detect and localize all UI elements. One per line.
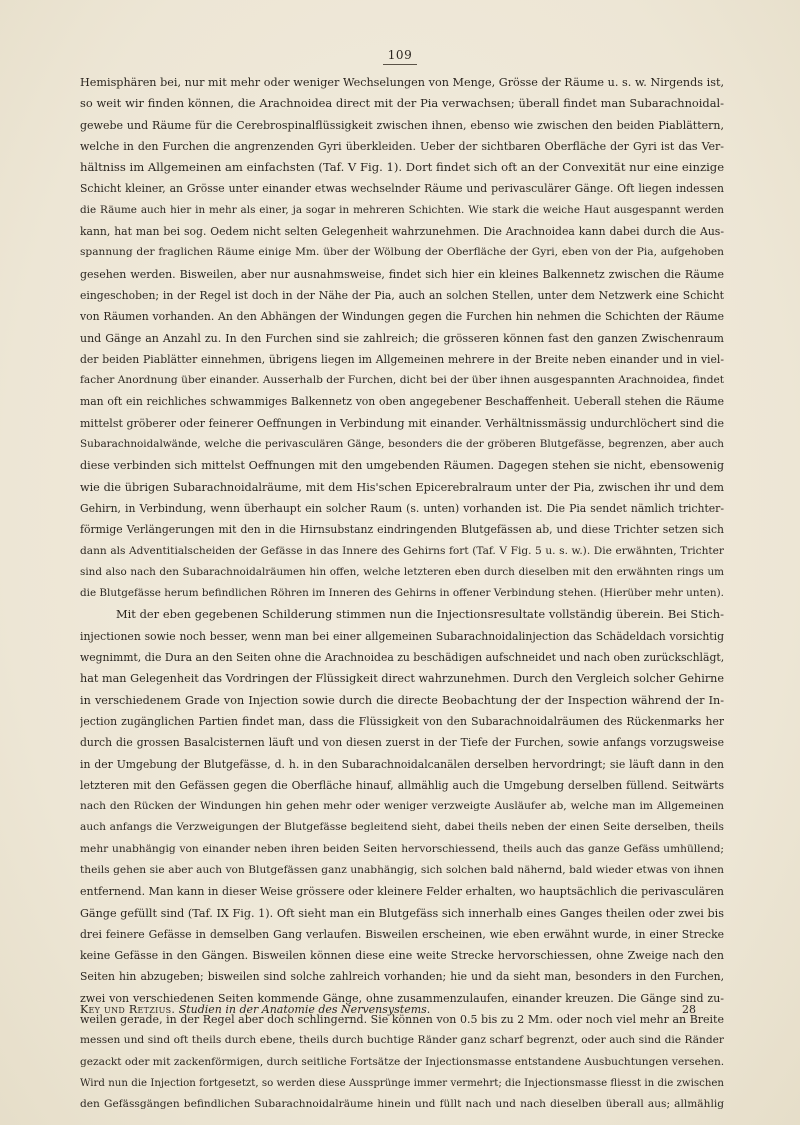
text-line: Mit der eben gegebenen Schilderung stimmen nun die Injectionsresultate vollständig überein. Bei Stich- — [116, 607, 724, 622]
text-line: und Gänge an Anzahl zu. In den Furchen sind sie zahlreich; die grösseren können fast den ganzen Zwischenraum — [80, 331, 724, 345]
text-line: drei feinere Gefässe in demselben Gang verlaufen. Bisweilen erscheinen, wie eben erwähnt wurde, in einer Strecke — [80, 927, 724, 941]
text-line: den Gefässgängen befindlichen Subarachnoidalräume hinein und füllt nach und nach dieselben überall aus; allmählig — [80, 1098, 724, 1111]
text-line: dann als Adventitialscheiden der Gefässe in das Innere des Gehirns fort (Taf. V Fig. 5 u. s. w.). Die erwähnten, Trichter — [80, 544, 724, 557]
text-line: Schicht kleiner, an Grösse unter einander etwas wechselnder Räume und perivasculärer Gänge. Oft liegen indessen — [80, 182, 724, 196]
text-line: facher Anordnung über einander. Ausserhalb der Furchen, dicht bei der über ihnen ausgespannten Arachnoidea, findet — [80, 374, 724, 387]
text-line: in der Umgebung der Blutgefässe, d. h. in den Subarachnoidalcanälen derselben hervordringt; sie läuft dann in den — [80, 757, 724, 771]
page-number: 109 — [387, 48, 413, 62]
text-line: mehr unabhängig von einander neben ihren beiden Seiten hervorschiessend, theils auch das ganze Gefäss umhüllend; — [80, 842, 724, 855]
text-line: letzteren mit den Gefässen gegen die Oberfläche hinauf, allmählig auch die Umgebung derselben füllend. Seitwärts — [80, 778, 724, 792]
text-line: durch die grossen Basalcisternen läuft und von diesen zuerst in der Tiefe der Furchen, sowie anfangs vorzugsweise — [80, 736, 724, 750]
text-line: Wird nun die Injection fortgesetzt, so werden diese Aussprünge immer vermehrt; die Injectionsmasse fliesst in die zwischen — [80, 1077, 724, 1089]
text-line: eingeschoben; in der Regel ist doch in der Nähe der Pia, auch an solchen Stellen, unter dem Netzwerk eine Schicht — [80, 288, 724, 302]
text-line: gewebe und Räume für die Cerebrospinalflüssigkeit zwischen ihnen, ebenso wie zwischen den beiden Piablättern, — [80, 118, 724, 132]
text-line: in verschiedenem Grade von Injection sowie durch die directe Beobachtung der der Inspection während der In- — [80, 693, 724, 707]
text-line: messen und sind oft theils durch ebene, theils durch buchtige Ränder ganz scharf begrenzt, oder auch sind die Ränder — [80, 1034, 724, 1047]
text-line: zwei von verschiedenen Seiten kommende Gänge, ohne zusammenzulaufen, einander kreuzen. Die Gänge sind zu- — [80, 991, 724, 1005]
text-line: nach den Rücken der Windungen hin gehen mehr oder weniger verzweigte Ausläufer ab, welche man im Allgemeinen — [80, 800, 724, 813]
text-line: jection zugänglichen Partien findet man, dass die Flüssigkeit von den Subarachnoidalräumen des Rückenmarks her — [80, 714, 724, 728]
text-line: von Räumen vorhanden. An den Abhängen der Windungen gegen die Furchen hin nehmen die Schichten der Räume — [80, 310, 724, 324]
text-line: spannung der fraglichen Räume einige Mm. über der Wölbung der Oberfläche der Gyri, eben von der Pia, aufgehoben — [80, 246, 724, 259]
text-line: die Blutgefässe herum befindlichen Röhren im Inneren des Gehirns in offener Verbindung stehen. (Hierüber mehr unten). — [80, 587, 724, 600]
text-line: weilen gerade, in der Regel aber doch schlingernd. Sie können von 0.5 bis zu 2 Mm. oder noch viel mehr an Breite — [80, 1013, 724, 1027]
text-line: so weit wir finden können, die Arachnoidea direct mit der Pia verwachsen; überall findet man Subarachnoidal- — [80, 96, 724, 111]
text-line: keine Gefässe in den Gängen. Bisweilen können diese eine weite Strecke hervorschiessen, ohne Zweige nach den — [80, 949, 724, 963]
text-line: mittelst gröberer oder feinerer Oeffnungen in Verbindung mit einander. Verhältnissmässig undurchlöchert sind die — [80, 416, 724, 430]
text-line: Gänge gefüllt sind (Taf. IX Fig. 1). Oft sieht man ein Blutgefäss sich innerhalb eines Ganges theilen oder zwei bis — [80, 906, 724, 920]
text-line: hat man Gelegenheit das Vordringen der Flüssigkeit direct wahrzunehmen. Durch den Vergleich solcher Gehirne — [80, 672, 724, 686]
page-number-rule — [383, 64, 417, 65]
footer-authors: Key und Retzius. — [80, 1003, 176, 1016]
text-line: sind also nach den Subarachnoidalräumen hin offen, welche letzteren eben durch dieselben mit den erwähnten rings um — [80, 565, 724, 578]
text-line: hältniss im Allgemeinen am einfachsten (Taf. V Fig. 1). Dort findet sich oft an der Convexität nur eine einzige — [80, 160, 724, 175]
footer-citation — [80, 1003, 430, 1016]
text-line: diese verbinden sich mittelst Oeffnungen mit den umgebenden Räumen. Dagegen stehen sie nicht, ebensowenig — [80, 459, 724, 473]
text-line: förmige Verlängerungen mit den in die Hirnsubstanz eindringenden Blutgefässen ab, und diese Trichter setzen sich — [80, 523, 724, 537]
text-line: entfernend. Man kann in dieser Weise grössere oder kleinere Felder erhalten, wo hauptsächlich die perivasculären — [80, 885, 724, 899]
text-line: auch anfangs die Verzweigungen der Blutgefässe begleitend sieht, dabei theils neben der einen Seite derselben, theils — [80, 821, 724, 834]
text-line: injectionen sowie noch besser, wenn man bei einer allgemeinen Subarachnoidalinjection das Schädeldach vorsichtig — [80, 629, 724, 643]
footer — [80, 1003, 696, 1016]
text-line: Seiten hin abzugeben; bisweilen sind solche zahlreich vorhanden; hie und da sieht man, besonders in den Furchen, — [80, 970, 724, 984]
text-line: gesehen werden. Bisweilen, aber nur ausnahmsweise, findet sich hier ein kleines Balkennetz zwischen die Räume — [80, 267, 724, 281]
footer-signature: 28 — [682, 1003, 696, 1016]
text-line: theils gehen sie aber auch von Blutgefässen ganz unabhängig, sich solchen bald nähernd, bald wieder etwas von ihnen — [80, 863, 724, 876]
text-line: wegnimmt, die Dura an den Seiten ohne die Arachnoidea zu beschädigen aufschneidet und nach oben zurückschlägt, — [80, 651, 724, 665]
text-line: wie die übrigen Subarachnoidalräume, mit dem His'schen Epicerebralraum unter der Pia, zwischen ihr und dem — [80, 480, 724, 494]
body-text — [80, 72, 724, 1116]
text-line: Gehirn, in Verbindung, wenn überhaupt ein solcher Raum (s. unten) vorhanden ist. Die Pia sendet nämlich trichter- — [80, 501, 724, 515]
text-line: die Räume auch hier in mehr als einer, ja sogar in mehreren Schichten. Wie stark die weiche Haut ausgespannt werden — [80, 203, 724, 216]
text-line: kann, hat man bei sog. Oedem nicht selten Gelegenheit wahrzunehmen. Die Arachnoidea kann dabei durch die Aus- — [80, 225, 724, 239]
text-line: welche in den Furchen die angrenzenden Gyri überkleiden. Ueber der sichtbaren Oberfläche der Gyri ist das Ver- — [80, 139, 724, 153]
footer-title: Studien in der Anatomie des Nervensystems. — [178, 1003, 431, 1016]
text-line: der beiden Piablätter einnehmen, übrigens liegen im Allgemeinen mehrere in der Breite neben einander und in viel- — [80, 352, 724, 366]
text-line: man oft ein reichliches schwammiges Balkennetz von oben angegebener Beschaffenheit. Ueberall stehen die Räume — [80, 395, 724, 409]
text-line: gezackt oder mit zackenförmigen, durch seitliche Fortsätze der Injectionsmasse entstandene Ausbuchtungen versehen. — [80, 1055, 724, 1068]
text-line: Subarachnoidalwände, welche die perivasculären Gänge, besonders die der gröberen Blutgefässe, begrenzen, aber auch — [80, 438, 724, 451]
text-line: Hemisphären bei, nur mit mehr oder weniger Wechselungen von Menge, Grösse der Räume u. s. w. Nirgends ist, — [80, 76, 724, 89]
